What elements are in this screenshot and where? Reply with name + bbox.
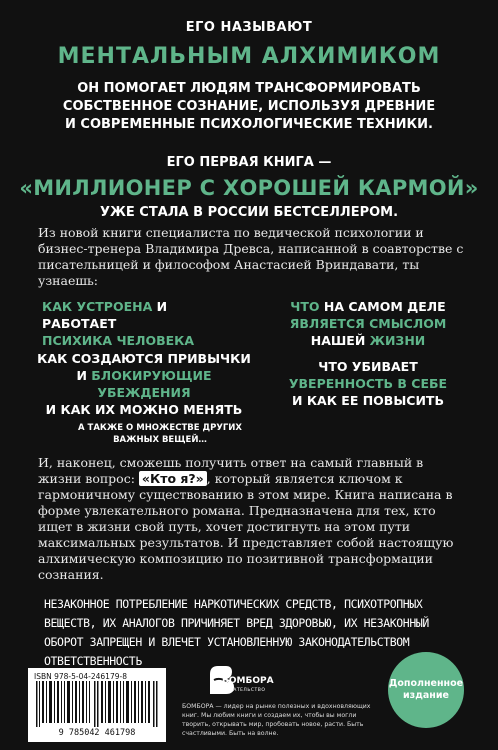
intro-desc-line: СОБСТВЕННОЕ СОЗНАНИЕ, ИСПОЛЬЗУЯ ДРЕВНИЕ: [62, 99, 436, 114]
intro-desc-line: ОН ПОМОГАЕТ ЛЮДЯМ ТРАНСФОРМИРОВАТЬ: [77, 81, 421, 96]
feature-confidence: [268, 358, 468, 409]
publisher-subtitle: ИЗДАТЕЛЬСТВО: [222, 688, 266, 693]
also-line: А ТАКЖЕ О МНОЖЕСТВЕ ДРУГИХ: [78, 423, 242, 433]
book-title: «МИЛЛИОНЕР С ХОРОШЕЙ КАРМОЙ»: [19, 176, 479, 200]
feature-text: ЧТО УБИВАЕТ: [318, 359, 418, 374]
feature-text: И: [76, 368, 92, 383]
feature-text: НА САМОМ ДЕЛЕ: [319, 299, 446, 314]
badge-line: Дополненное: [388, 678, 464, 689]
feature-text: ПСИХИКА ЧЕЛОВЕКА: [42, 333, 195, 348]
feature-text: КАК УСТРОЕНА: [42, 299, 153, 314]
feature-meaning: [268, 298, 468, 349]
edition-badge: [388, 652, 464, 728]
feature-text: УВЕРЕННОСТЬ В СЕБЕ: [288, 376, 448, 391]
ean-number: 9 785042 461798: [58, 728, 136, 738]
barcode-bars: [36, 681, 160, 727]
feature-text: И РАБОТАЕТ: [42, 299, 168, 331]
publisher-name: БОМБОРА: [222, 676, 274, 686]
feature-text: ЖИЗНИ: [369, 333, 426, 348]
feature-habits: [34, 350, 254, 418]
also-line: ВАЖНЫХ ВЕЩЕЙ…: [113, 435, 207, 445]
closing-paragraph: [38, 455, 468, 583]
bestseller-line: УЖЕ СТАЛА В РОССИИ БЕСТСЕЛЛЕРОМ.: [99, 205, 399, 220]
publisher-description: БОМБОРА — лидер на рынке полезных и вдохновляющих книг. Мы любим книги и создаем их, чтобы вы могли творить, открывать мир, пробовать новое, расти. Быть счастливыми. Быть на волне.: [182, 703, 371, 737]
feature-text: ЧТО: [290, 299, 320, 314]
intro-paragraph: Из новой книги специалиста по ведической психологии и бизнес-тренера Владимира Древса, написанной в соавторстве с писательницей и философом Анастасией Вриндавати, ты узнаешь:: [38, 225, 464, 288]
feature-psyche: [42, 298, 242, 349]
isbn-label: ISBN 978-5-04-246179-8: [34, 672, 127, 681]
feature-text: ЯВЛЯЕТСЯ СМЫСЛОМ: [289, 316, 447, 331]
closing-text: И, наконец, сможешь получить ответ на самый главный в жизни вопрос:: [38, 455, 424, 486]
badge-line: издание: [403, 690, 449, 701]
legal-warning: НЕЗАКОННОЕ ПОТРЕБЛЕНИЕ НАРКОТИЧЕСКИХ СРЕДСТВ, ПСИХОТРОПНЫХ ВЕЩЕСТВ, ИХ АНАЛОГОВ ПРИЧИНЯЕТ ВРЕД ЗДОРОВЬЮ, ИХ НЕЗАКОННЫЙ ОБОРОТ ЗАПРЕЩЕН И ВЛЕЧЕТ УСТАНОВЛЕННУЮ ЗАКОНОДАТЕЛЬСТВОМ ОТВЕТСТВЕННОСТЬ: [44, 597, 429, 668]
intro-desc-line: И СОВРЕМЕННЫЕ ПСИХОЛОГИЧЕСКИЕ ТЕХНИКИ.: [65, 117, 433, 132]
also-note: [60, 422, 260, 446]
closing-text: , который является ключом к гармоничному существованию в этом мире. Книга написана в форме увлекательного романа. Предназначена для тех, кто ищет в жизни свой путь, хочет достигнуть на этом пути максимальных результатов. И представляет собой настоящую алхимическую композицию по позитивной трансформации сознания.: [38, 471, 454, 582]
intro-description: [0, 80, 498, 134]
feature-text: КАК СОЗДАЮТСЯ ПРИВЫЧКИ: [37, 351, 251, 366]
feature-text: НАШЕЙ: [310, 333, 370, 348]
intro-line-2: ЕГО ПЕРВАЯ КНИГА —: [166, 155, 332, 170]
feature-text: И КАК ЕЕ ПОВЫСИТЬ: [292, 393, 444, 408]
intro-line-1: ЕГО НАЗЫВАЮТ: [185, 20, 313, 35]
feature-text: БЛОКИРУЮЩИЕ УБЕЖДЕНИЯ: [91, 368, 212, 400]
feature-text: И КАК ИХ МОЖНО МЕНЯТЬ: [45, 402, 243, 417]
question-highlight: «Кто я?»: [139, 471, 207, 486]
headline: МЕНТАЛЬНЫМ АЛХИМИКОМ: [57, 44, 441, 69]
